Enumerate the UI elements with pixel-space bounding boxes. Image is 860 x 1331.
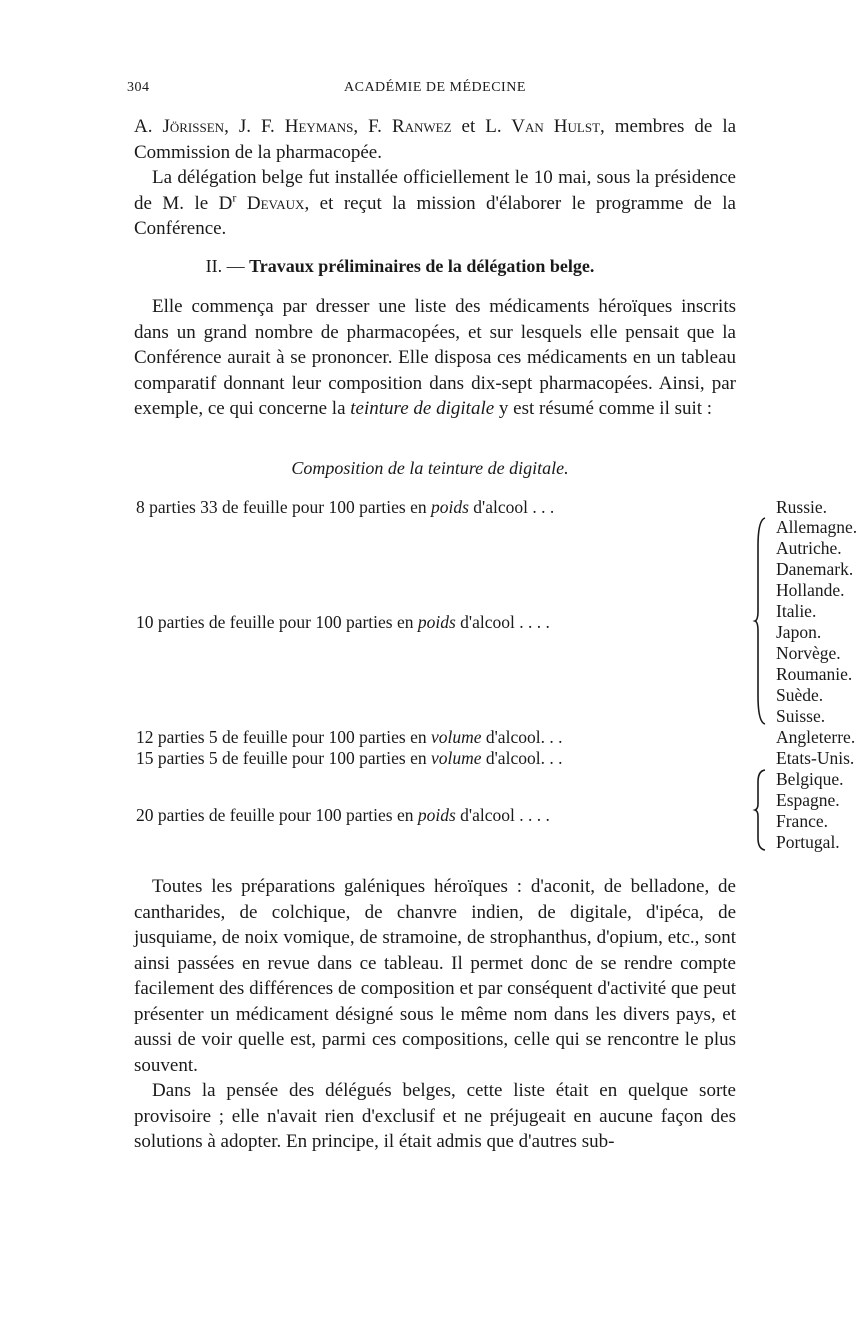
intro-paragraphs: [134, 114, 736, 242]
running-title: ACADÉMIE DE MÉDECINE: [344, 80, 526, 95]
intro-paragraph-1: A. Jörissen, J. F. Heymans, F. Ranwez et L. Van Hulst, membres de la Commission de la pharmacopée.: [134, 116, 737, 163]
country-label: Allemagne.: [776, 517, 858, 537]
member-name-3: F. Ranwez: [368, 116, 452, 137]
table-caption: Composition de la teinture de digitale.: [291, 458, 569, 478]
body-paragraph-3: Dans la pensée des délégués belges, cette liste était en quelque sorte provisoire ; elle n'avait rien d'exclusif et ne préjugeait en aucune façon des solutions à adopter. En principe, il était admis que d'autres sub-: [134, 1080, 736, 1152]
table-row-2: 10 parties de feuille pour 100 parties en poids d'alcool . . . .: [136, 612, 550, 632]
country-label: Espagne.: [776, 790, 840, 810]
country-label: Suède.: [776, 685, 824, 705]
brace-group-5: [756, 768, 766, 852]
country-label: Hollande.: [776, 580, 845, 600]
country-label: Angleterre.: [776, 727, 856, 747]
country-label: Italie.: [776, 601, 817, 621]
table-row-4: 15 parties 5 de feuille pour 100 parties en volume d'alcool. . .: [136, 748, 563, 768]
country-label: France.: [776, 811, 828, 831]
country-label: Belgique.: [776, 769, 844, 789]
table-row-3: 12 parties 5 de feuille pour 100 parties en volume d'alcool. . .: [136, 727, 563, 747]
section-heading: II. — Travaux préliminaires de la délégation belge.: [205, 256, 595, 276]
country-label: Norvège.: [776, 643, 841, 663]
country-label: Portugal.: [776, 832, 840, 852]
member-name-1: A. Jörissen: [134, 116, 225, 137]
table-row-5: 20 parties de feuille pour 100 parties en poids d'alcool . . . .: [136, 805, 550, 825]
body-paragraphs-2: [134, 874, 736, 1155]
page-header: [0, 80, 800, 104]
country-label: Autriche.: [776, 538, 842, 558]
intro-paragraph-2: La délégation belge fut installée officiellement le 10 mai, sous la présidence de M. le $D^r$ Devaux, et reçut la mission d'élaborer le programme de la Conférence.: [134, 167, 736, 239]
country-label: Roumanie.: [776, 664, 853, 684]
table-row-1: 8 parties 33 de feuille pour 100 parties en poids d'alcool . . .: [136, 497, 555, 517]
brace-group-2: [756, 516, 766, 726]
body-paragraph-1: Elle commença par dresser une liste des médicaments héroïques inscrits dans un grand nombre de pharmacopées, et sur lesquels elle pensait que la Conférence aurait à se prononcer. Elle disposa ces médicaments en un tableau comparatif donnant leur composition dans dix-sept pharmacopées. Ainsi, par exemple, ce qui concerne la teinture de digitale y est résumé comme il suit :: [134, 296, 737, 419]
member-name-4: L. Van Hulst: [485, 116, 601, 137]
country-label: Suisse.: [776, 706, 826, 726]
country-label: Danemark.: [776, 559, 854, 579]
page-number: 304: [127, 80, 150, 95]
body-paragraph-2: Toutes les préparations galéniques héroïques : d'aconit, de belladone, de cantharides, de colchique, de chanvre indien, de digitale, d'ipéca, de jusquiame, de noix vomique, de stramoine, de strophanthus, d'opium, etc., sont ainsi passées en revue dans ce tableau. Il permet donc de se rendre compte facilement des différences de composition et par conséquent d'activité que peut présenter un médicament désigné sous le même nom dans les divers pays, et aussi de voir quelle est, parmi ces compositions, celle qui se rencontre le plus souvent.: [134, 876, 736, 1076]
country-label: Japon.: [776, 622, 822, 642]
country-label: Russie.: [776, 497, 828, 517]
country-label: Etats-Unis.: [776, 748, 855, 768]
member-name-2: J. F. Heymans: [238, 116, 354, 137]
